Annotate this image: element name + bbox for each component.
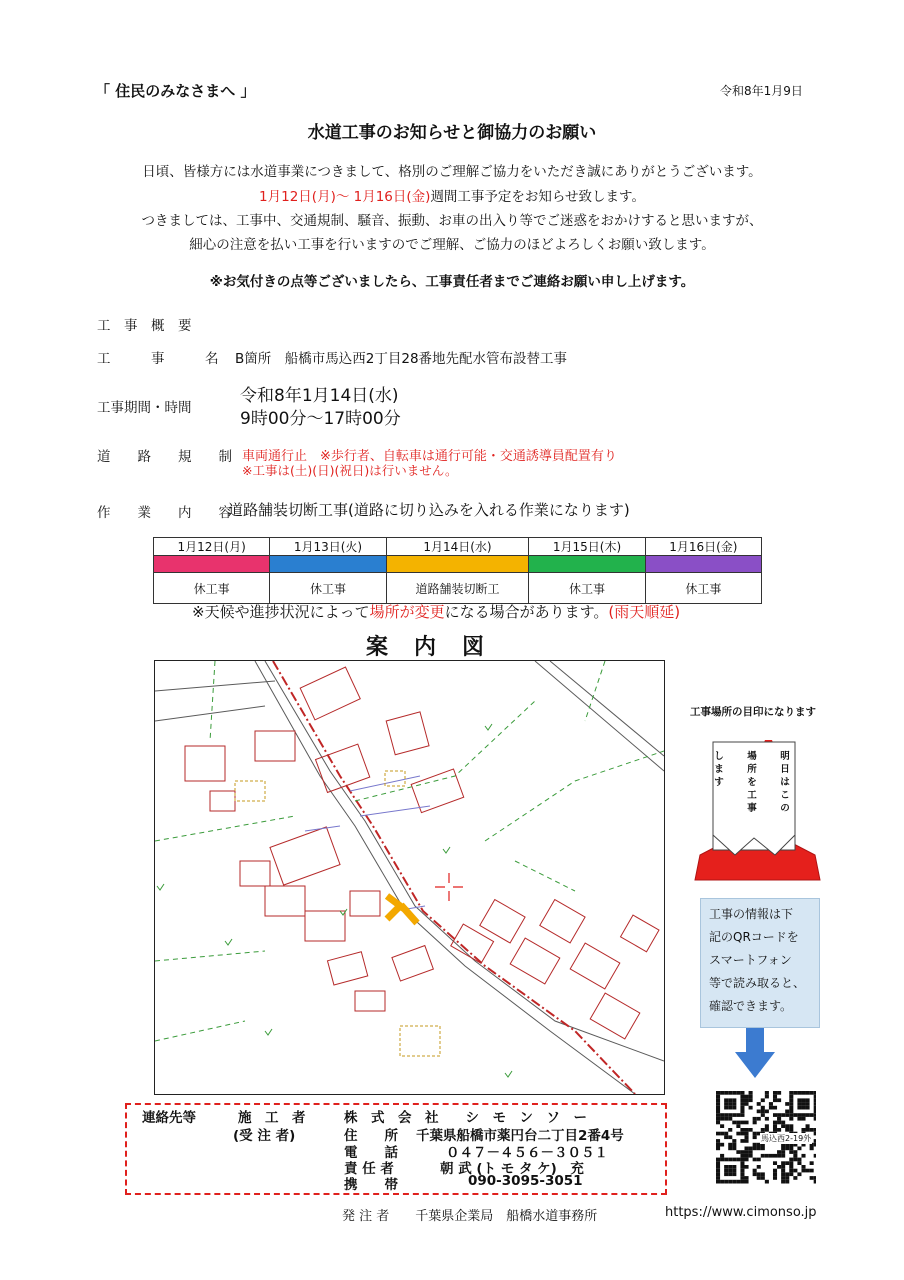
qr-info-line: 工事の情報は下 xyxy=(709,907,794,921)
contact-notice: ※お気付きの点等ございましたら、工事責任者までご連絡お願い申し上げます。 xyxy=(209,274,695,290)
map-title: 案 内 図 xyxy=(366,635,487,660)
weather-note-2: 場所が変更 xyxy=(369,603,445,621)
work-name-label: 工 事 名 xyxy=(97,351,219,367)
intro-period-rest: 週間工事予定をお知らせ致します。 xyxy=(430,189,645,205)
schedule-day: 1月16日(金) xyxy=(645,538,761,556)
responsible-value: 朝 武 (ト モ タ ケ) 充 xyxy=(440,1161,584,1177)
contact-heading: 連絡先等 xyxy=(142,1110,196,1126)
road-value-2: ※工事は(土)(日)(祝日)は行いません。 xyxy=(242,463,458,478)
period-date: 令和8年1月14日(水) xyxy=(240,386,399,406)
schedule-work: 休工事 xyxy=(154,573,270,604)
company-name: 株 式 会 社 シ モ ン ソ ー xyxy=(344,1110,587,1126)
schedule-work: 休工事 xyxy=(529,573,645,604)
work-content-value: 道路舗装切断工事(道路に切り込みを入れる作業になります) xyxy=(228,501,630,519)
schedule-work: 休工事 xyxy=(270,573,386,604)
down-arrow-icon xyxy=(735,1028,775,1078)
responsible-label: 責 任 者 xyxy=(344,1161,394,1177)
location-map xyxy=(154,660,665,1095)
weather-note-3: になる場合があります。 xyxy=(444,603,609,621)
orderer: 発 注 者 千葉県企業局 船橋水道事務所 xyxy=(342,1209,598,1224)
qr-info-line: 等で読み取ると、 xyxy=(709,976,806,990)
tel-label: 電 話 xyxy=(344,1145,398,1161)
address-label: 住 所 xyxy=(344,1128,398,1144)
company-url-link[interactable]: https://www.cimonso.jp xyxy=(665,1205,817,1220)
qr-info-line: 記のQRコードを xyxy=(709,930,799,944)
address-value: 千葉県船橋市薬円台二丁目2番4号 xyxy=(416,1128,624,1144)
road-label: 道 路 規 制 xyxy=(97,449,232,465)
overview-heading: 工 事 概 要 xyxy=(97,318,192,334)
work-name-value: B箇所 船橋市馬込西2丁目28番地先配水管布設替工事 xyxy=(235,351,568,367)
weather-note-4: (雨天順延) xyxy=(608,603,681,621)
sign-col-3: します xyxy=(714,751,724,788)
qr-label: 馬込西2-19外 xyxy=(761,1134,812,1143)
mobile-label: 携 帯 xyxy=(344,1177,398,1193)
schedule-table xyxy=(153,537,762,604)
schedule-day: 1月14日(水) xyxy=(386,538,529,556)
road-value-1: 車両通行止 ※歩行者、自転車は通行可能・交通誘導員配置有り xyxy=(242,449,617,464)
intro-line-2 xyxy=(0,185,904,205)
tel-value: ０４７－４５６－３０５１ xyxy=(446,1145,608,1161)
schedule-day: 1月15日(木) xyxy=(529,538,645,556)
schedule-color xyxy=(529,556,645,573)
contractor-sub: (受 注 者) xyxy=(233,1128,296,1144)
notice-date: 令和8年1月9日 xyxy=(720,84,803,98)
schedule-day: 1月13日(火) xyxy=(270,538,386,556)
schedule-color xyxy=(270,556,386,573)
qr-info-box xyxy=(700,898,820,1028)
qr-info-line: 確認できます。 xyxy=(709,999,793,1013)
intro-line-1: 日頃、皆様方には水道事業につきまして、格別のご理解ご協力をいただき誠にありがとうございます。 xyxy=(142,164,762,180)
weather-note-1: ※天候や進捗状況によって xyxy=(192,603,370,621)
period-time: 9時00分～17時00分 xyxy=(240,409,401,429)
intro-line-3: つきましては、工事中、交通規制、騒音、振動、お車の出入り等でご迷惑をおかけすると思いますが、 xyxy=(141,213,763,229)
schedule-work: 休工事 xyxy=(645,573,761,604)
sign-col-1: 明日はこの xyxy=(780,751,790,814)
weather-note xyxy=(192,601,680,622)
schedule-day: 1月12日(月) xyxy=(154,538,270,556)
greeting: 「 住民のみなさまへ 」 xyxy=(95,82,256,100)
schedule-color xyxy=(386,556,529,573)
schedule-color xyxy=(645,556,761,573)
period-label: 工事期間・時間 xyxy=(97,400,192,416)
qr-info-line: スマートフォン xyxy=(709,953,792,967)
sign-text xyxy=(712,750,792,845)
intro-period: 1月12日(月)～ 1月16日(金) xyxy=(259,189,431,205)
schedule-color xyxy=(154,556,270,573)
landmark-caption: 工事場所の目印になります xyxy=(690,706,816,718)
sign-col-2: 場所を工事 xyxy=(747,751,757,814)
mobile-value: 090-3095-3051 xyxy=(468,1173,583,1189)
work-content-label: 作 業 内 容 xyxy=(97,505,232,521)
map-drawing xyxy=(155,661,664,1094)
schedule-work: 道路舗装切断工 xyxy=(386,573,529,604)
intro-line-4: 細心の注意を払い工事を行いますのでご理解、ご協力のほどよろしくお願い致します。 xyxy=(189,237,715,253)
page-title: 水道工事のお知らせと御協力のお願い xyxy=(307,123,597,143)
contractor-label: 施 工 者 xyxy=(238,1110,306,1126)
